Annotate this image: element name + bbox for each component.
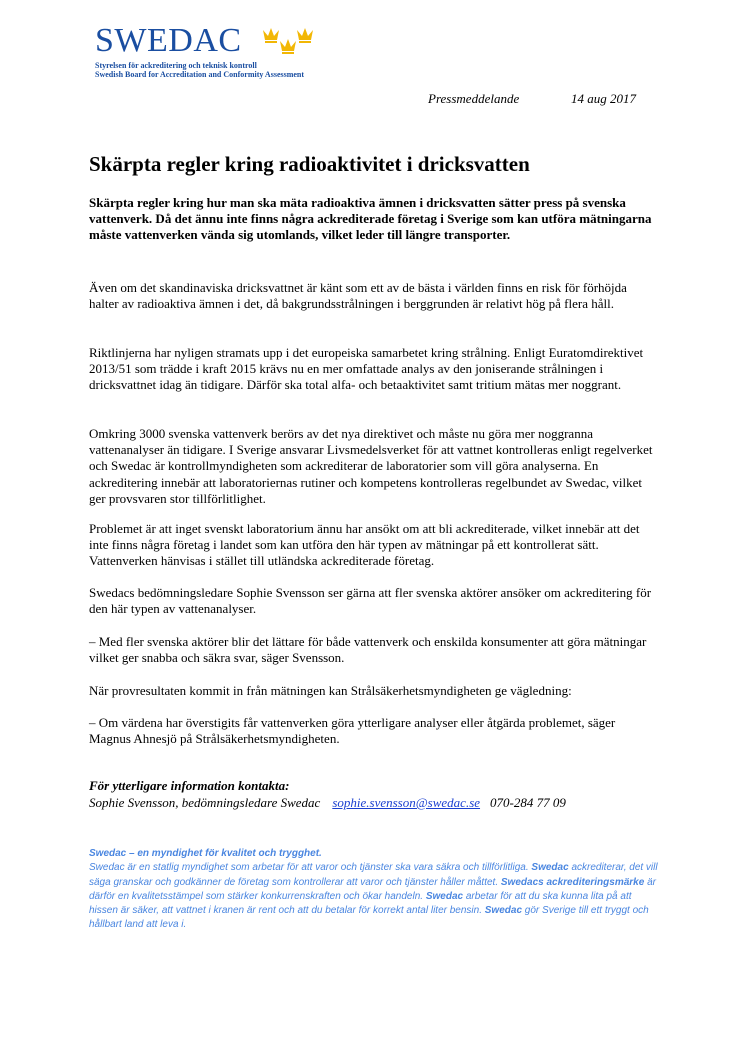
document-type: Pressmeddelande [428,91,520,106]
swedac-logo [95,23,335,83]
logo-wordmark: SWEDAC [95,22,242,59]
quote-paragraph: – Med fler svenska aktörer blir det lättare för både vattenverk och enskilda konsumenter att göra mätningar vilket ger snabba och säkra svar, säger Svensson. [89,634,647,666]
quote-paragraph: – Om värdena har överstigits får vattenverken göra ytterligare analyser eller åtgärda problemet, säger Magnus Ahnesjö på Strålsäkerhetsmyndigheten. [89,715,616,747]
body-paragraph: När provresultaten kommit in från mätningen kan Strålsäkerhetsmyndigheten ge vägledning: [89,683,572,698]
body-paragraph: Swedacs bedömningsledare Sophie Svensson ser gärna att fler svenska aktörer ansöker om ackreditering för den här typen av vattenanalyser. [89,585,652,617]
logo-subtitle-sv: Styrelsen för ackreditering och teknisk kontroll [95,61,257,70]
contact-heading: För ytterligare information kontakta: [89,778,290,793]
footer-text: Swedac är en statlig myndighet som arbetar för att varor och tjänster ska vara säkra och tillförlitliga. Swedac ackrediterar, det vill säga granskar och godkänner de företag som kontrollerar att varor och tjänster håller måttet. Swedacs ackrediteringsmärke är därför en kvalitetsstämpel som stärker konkurrenskraften och ökar handeln. Swedac arbetar för att du ska kunna lita på att hissen är säker, att vattnet i kranen är rent och att du betalar för korrekt antal liter bensin. Swedac gör Sverige till ett tryggt och hållbart land att leva i. [89,862,658,931]
body-paragraph: Problemet är att inget svenskt laboratorium ännu har ansökt om att bli ackrediterade, vilket innebär att det inte finns några företag i landet som kan utföra den här typen av mätningar på ett kontrollerat sätt. Vattenverken hänvisas i stället till utländska ackrediterade företag. [89,521,640,569]
contact-phone: 070-284 77 09 [490,795,566,810]
body-paragraph: Riktlinjerna har nyligen stramats upp i det europeiska samarbetet kring strålning. Enligt Euratomdirektivet 2013/51 som trädde i kraft 2015 krävs nu en mer omfattade analys av den joniserande strålningen i dricksvattnet idag än tidigare. Därför ska total alfa- och betaaktivitet samt tritium mätas mer noggrant. [89,345,644,393]
lead-paragraph: Skärpta regler kring hur man ska mäta radioaktiva ämnen i dricksvatten sätter press på svenska vattenverk. Då det ännu inte finns några ackrediterade företag i Sverige som kan utföra mätningarna måste vattenverken vända sig utomlands, vilket leder till längre transporter. [89,195,652,243]
contact-person: Sophie Svensson, bedömningsledare Swedac [89,795,321,810]
page-title: Skärpta regler kring radioaktivitet i dricksvatten [89,152,530,176]
footer-boilerplate [89,847,659,933]
logo-subtitle-en: Swedish Board for Accreditation and Conformity Assessment [95,70,305,79]
three-crowns-icon [261,26,315,56]
contact-line [89,795,566,811]
body-paragraph: Även om det skandinaviska dricksvattnet är känt som ett av de bästa i världen finns en risk för förhöjda halter av radioaktiva ämnen i det, då bakgrundsstrålningen i berggrunden är relativt hög på flera håll. [89,280,627,312]
document-date: 14 aug 2017 [571,91,636,106]
body-paragraph: Omkring 3000 svenska vattenverk berörs av det nya direktivet och måste nu göra mer noggranna vattenanalyser än tidigare. I Sverige ansvarar Livsmedelsverket för att vattnet kontrolleras enligt regelverket och Swedac är kontrollmyndigheten som ackrediterar de laboratorier som vill göra analyserna. En ackreditering innebär att laboratoriernas rutiner och kompetens kontrolleras regelbundet av Swedac, vilket ger provsvaren stor tillförlitlighet. [89,426,653,506]
contact-email-link[interactable]: sophie.svensson@swedac.se [332,795,481,810]
footer-heading: Swedac – en myndighet för kvalitet och trygghet. [89,848,322,859]
